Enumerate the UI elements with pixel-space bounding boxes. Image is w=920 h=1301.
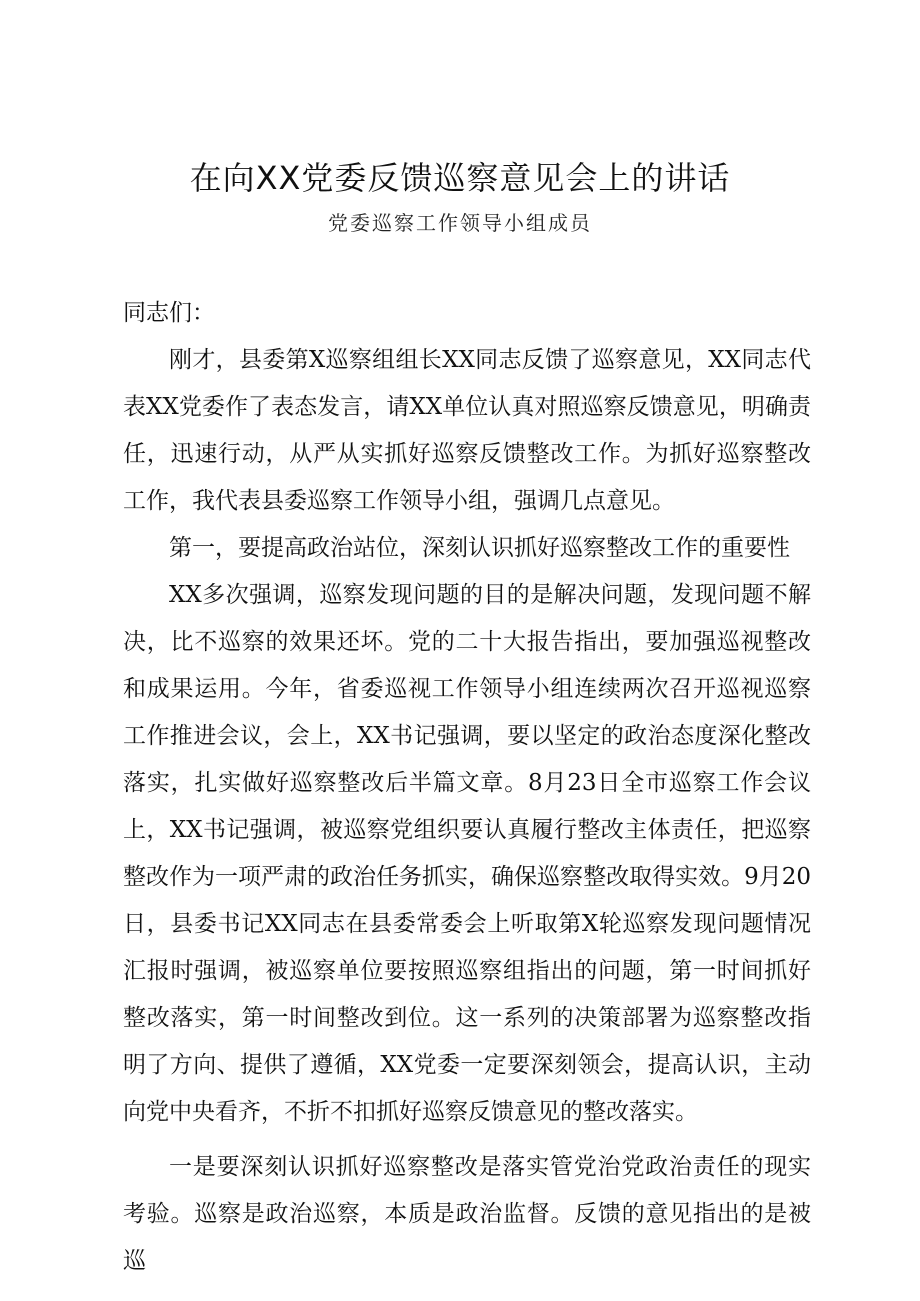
paragraph-intro: 刚才，县委第X巡察组组长XX同志反馈了巡察意见，XX同志代表XX党委作了表态发言，请XX单位认真对照巡察反馈意见，明确责任，迅速行动，从严从实抓好巡察反馈整改工作。为抓好巡察整改工作，我代表县委巡察工作领导小组，强调几点意见。 bbox=[123, 347, 811, 514]
paragraph-gap bbox=[123, 1136, 811, 1144]
document-body bbox=[123, 290, 811, 1285]
paragraph-body: XX多次强调，巡察发现问题的目的是解决问题，发现问题不解决，比不巡察的效果还坏。党的二十大报告指出，要加强巡视整改和成果运用。今年，省委巡视工作领导小组连续两次召开巡视巡察工作推进会议，会上，XX书记强调，要以坚定的政治态度深化整改落实，扎实做好巡察整改后半篇文章。8月23日全市巡察工作会议上，XX书记强调，被巡察党组织要认真履行整改主体责任，把巡察整改作为一项严肃的政治任务抓实，确保巡察整改取得实效。9月20日，县委书记XX同志在县委常委会上听取第X轮巡察发现问题情况汇报时强调，被巡察单位要按照巡察组指出的问题，第一时间抓好整改落实，第一时间整改到位。这一系列的决策部署为巡察整改指明了方向、提供了遵循，XX党委一定要深刻领会，提高认识，主动向党中央看齐，不折不扣抓好巡察反馈意见的整改落实。 bbox=[123, 582, 811, 1125]
document-subtitle: 党委巡察工作领导小组成员 bbox=[328, 211, 592, 235]
document-title: 在向XX党委反馈巡察意见会上的讲话 bbox=[189, 159, 731, 197]
paragraph-point-one: 一是要深刻认识抓好巡察整改是落实管党治党政治责任的现实考验。巡察是政治巡察，本质是政治监督。反馈的意见指出的是被巡 bbox=[123, 1154, 811, 1274]
salutation: 同志们： bbox=[123, 300, 215, 326]
section-heading-first: 第一，要提高政治站位，深刻认识抓好巡察整改工作的重要性 bbox=[169, 535, 790, 561]
